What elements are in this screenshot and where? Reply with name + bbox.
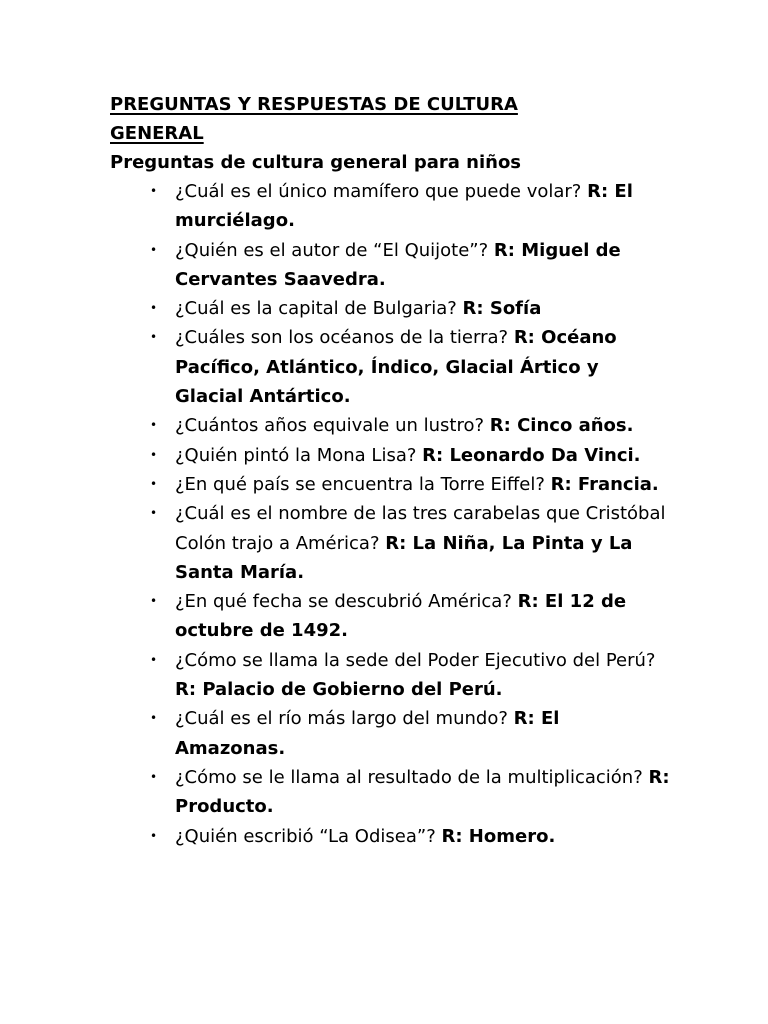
question-text: ¿Quién pintó la Mona Lisa? [175,444,423,466]
question-text: ¿Quién escribió “La Odisea”? [175,825,442,847]
answer-text: R: El 12 de octubre de 1492. [175,591,627,642]
bullet-icon: • [150,447,158,462]
list-item [110,470,670,499]
bullet-icon: • [150,476,158,491]
bullet-icon: • [150,184,158,198]
answer-text: R: Cinco años. [489,415,634,437]
bullet-icon: • [150,711,158,726]
question-text: ¿Quién es el autor de “El Quijote”? [175,239,494,261]
bullet-icon: • [150,769,158,784]
list-item [110,704,670,763]
list-item [110,177,670,236]
answer-text: R: Leonardo Da Vinci. [422,444,641,466]
qa-list [110,177,670,851]
bullet-icon: • [150,242,158,257]
answer-text: R: Océano Pacífico, Atlántico, Índico, Glacial Ártico y Glacial Antártico. [175,327,617,408]
bullet-icon: • [150,301,158,316]
question-text: ¿Cuál es el río más largo del mundo? [175,708,514,730]
answer-text: R: Producto. [175,766,670,818]
bullet-icon: • [150,594,158,609]
list-item [110,323,670,411]
list-item [110,499,670,587]
list-item [110,587,670,646]
question-text: ¿En qué país se encuentra la Torre Eiffel? [175,473,551,495]
question-text: ¿Cuál es el único mamífero que puede volar? [175,181,588,202]
list-item [110,822,670,851]
question-text: ¿Cuál es la capital de Bulgaria? [175,298,463,320]
answer-text: R: Francia. [550,473,659,495]
question-text: ¿Cómo se le llama al resultado de la multiplicación? [175,766,649,788]
list-item [110,294,670,323]
question-text: ¿Cuáles son los océanos de la tierra? [175,327,514,349]
question-text: ¿Cuál es el nombre de las tres carabelas que Cristóbal Colón trajo a América? [175,503,666,554]
list-item [110,236,670,295]
list-item [110,646,670,705]
bullet-icon: • [150,652,158,667]
list-item [110,441,670,470]
section-subtitle: Preguntas de cultura general para niños [110,152,522,173]
answer-text: R: Homero. [441,825,556,847]
document-title [110,90,670,148]
answer-text: R: El murciélago. [175,181,633,232]
answer-text: R: La Niña, La Pinta y La Santa María. [175,532,633,583]
question-text: ¿Cómo se llama la sede del Poder Ejecutivo del Perú? [175,649,656,671]
bullet-icon: • [150,506,158,521]
bullet-icon: • [150,418,158,433]
bullet-icon: • [150,828,158,843]
title-line-2: GENERAL [110,123,204,144]
list-item [110,411,670,440]
bullet-icon: • [150,330,158,345]
title-line-1: PREGUNTAS Y RESPUESTAS DE CULTURA [110,94,518,115]
question-text: ¿En qué fecha se descubrió América? [175,591,518,613]
document-page [110,90,670,851]
answer-text: R: El Amazonas. [175,708,560,759]
answer-text: R: Sofía [462,298,542,320]
question-text: ¿Cuántos años equivale un lustro? [175,415,490,437]
answer-text: R: Miguel de Cervantes Saavedra. [175,239,621,290]
list-item [110,763,670,822]
answer-text: R: Palacio de Gobierno del Perú. [175,679,503,701]
